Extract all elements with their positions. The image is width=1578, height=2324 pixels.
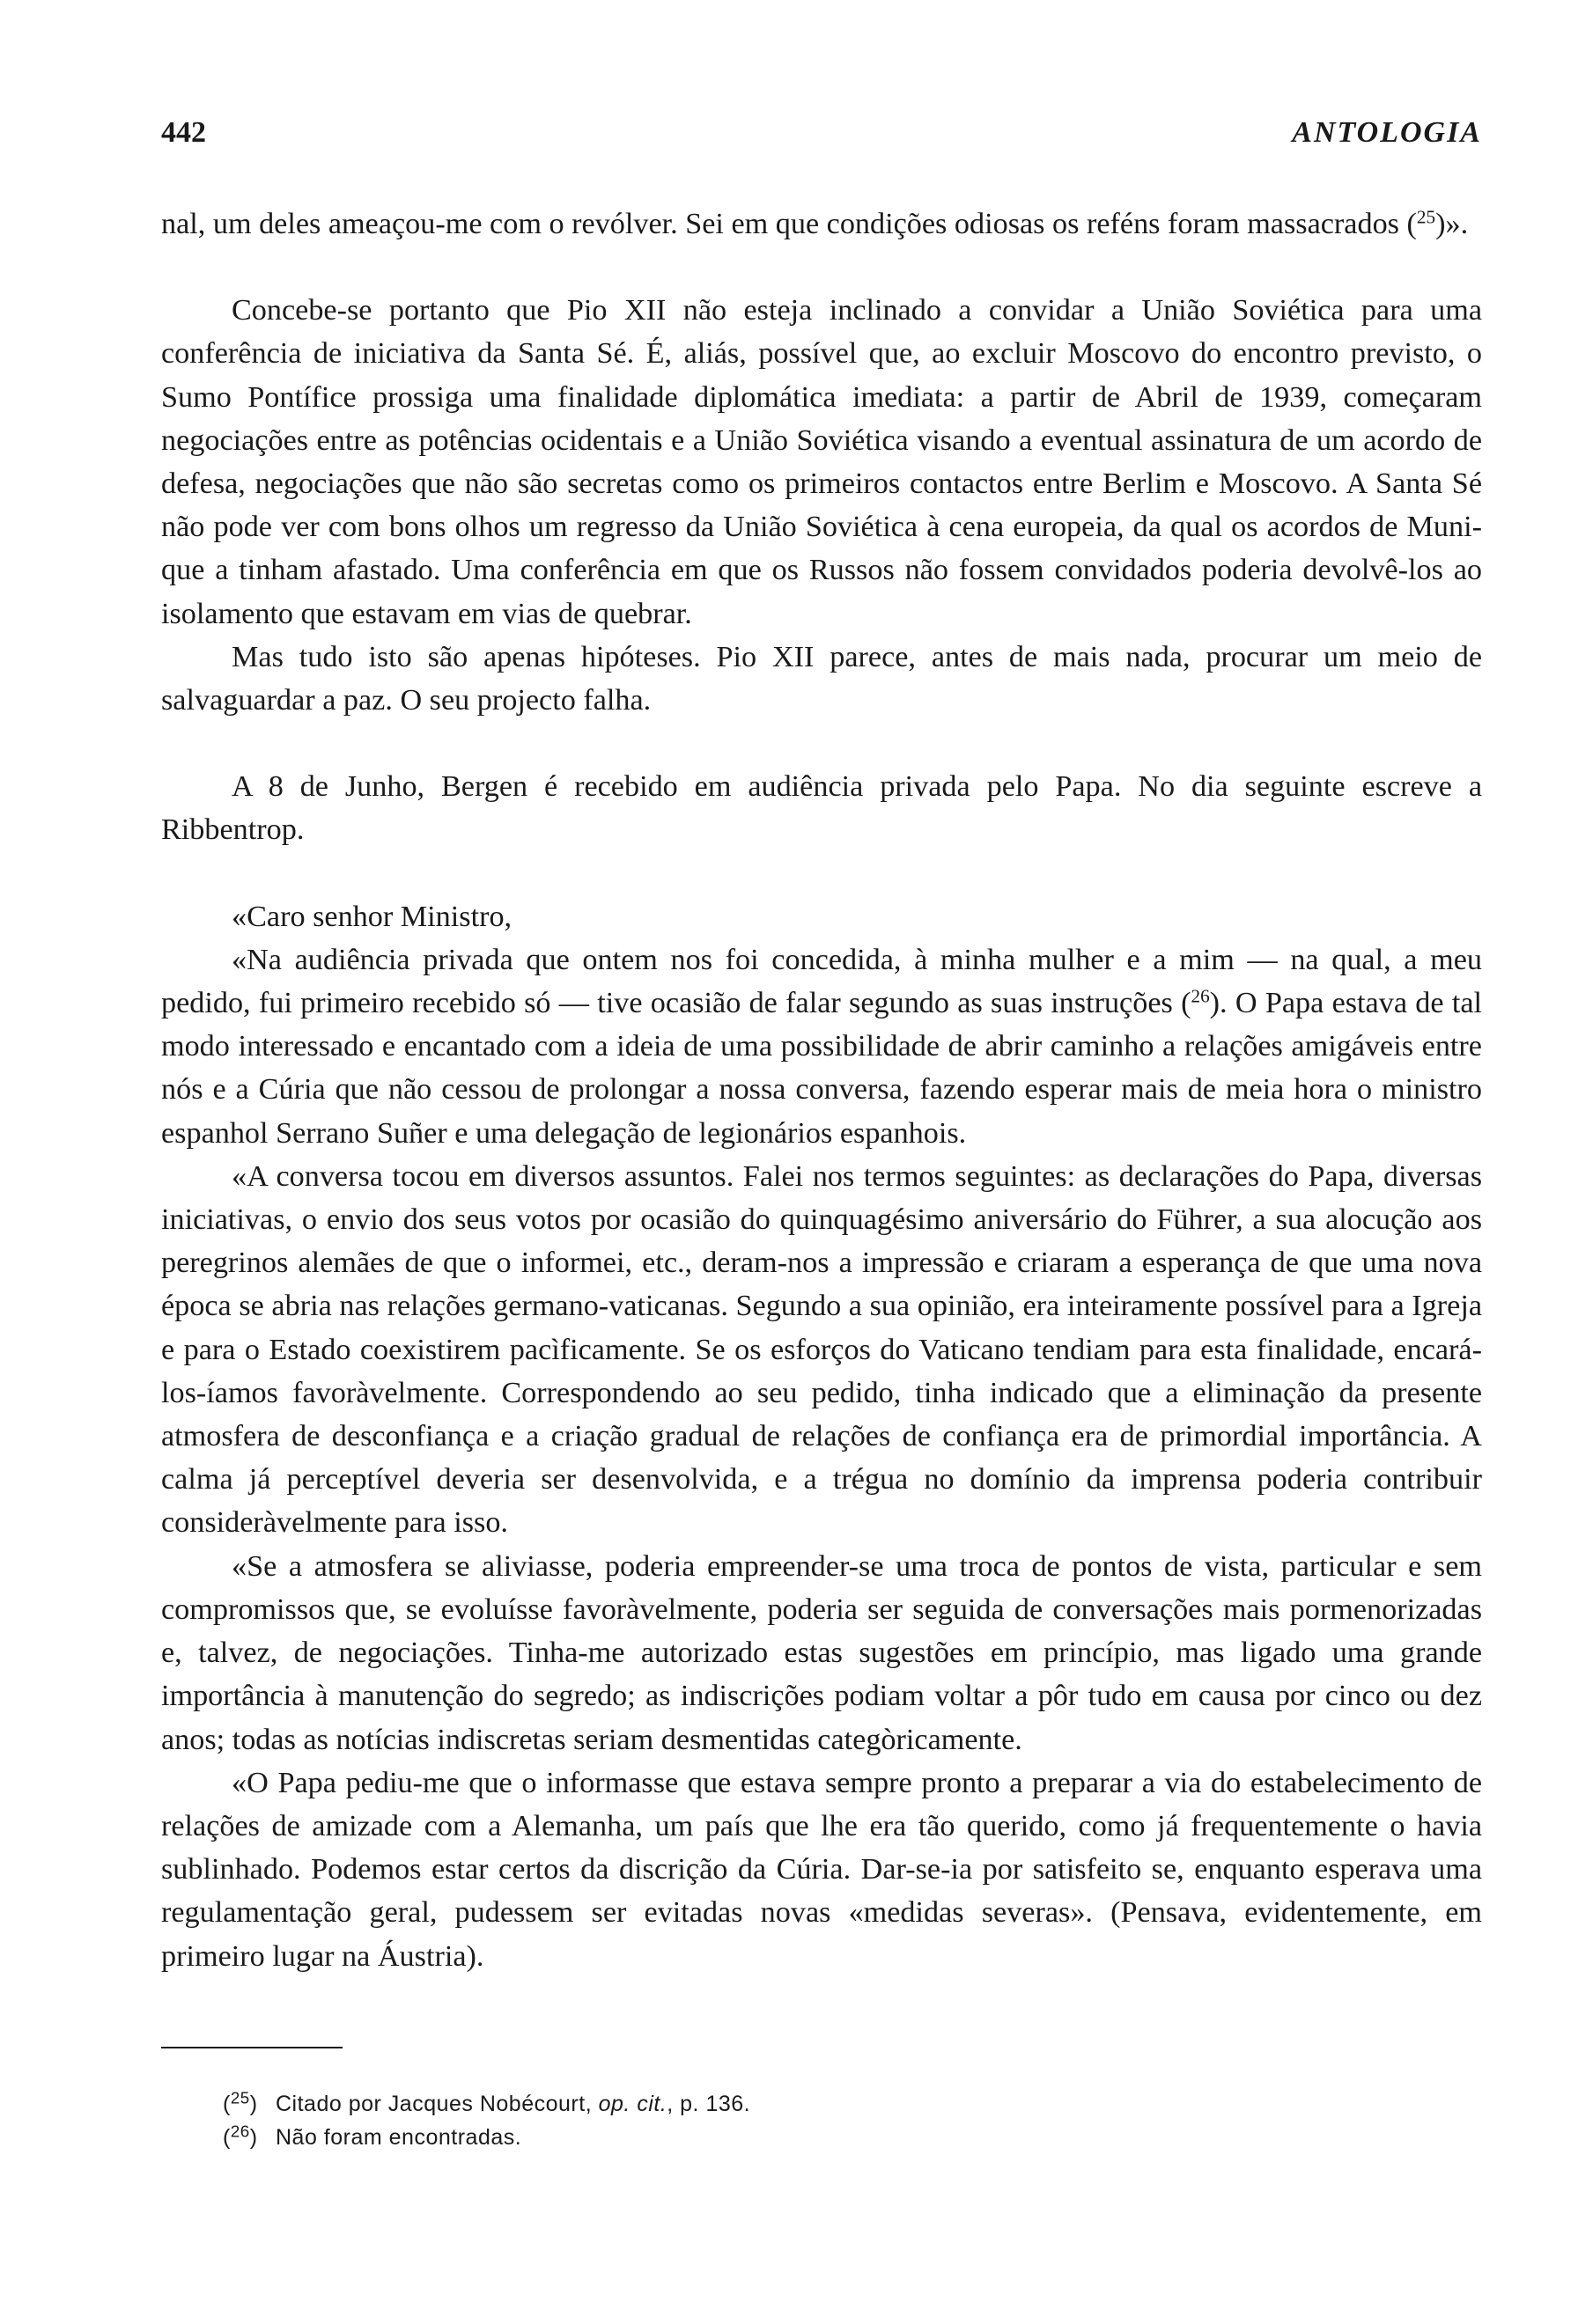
main-text [161,202,1482,1978]
footnote-25 [161,2087,1482,2121]
footnote-mark: ($^{26}$) [223,2122,258,2150]
paragraph: Concebe-se portanto que Pio XII não esteja inclinado a convidar a União Soviética para uma conferência de iniciativa da Santa Sé. É, aliás, possível que, ao excluir Moscovo do encontro previsto, o Sumo Pontífice prossiga uma finalidade diplomática imediata: a partir de Abril de 1939, começaram negociações entre as potências ocidentais e a União Soviética visando a eventual assinatura de um acordo de defesa, negociações que não são secretas como os primeiros contactos entre Berlim e Moscovo. A Santa Sé não pode ver com bons olhos um regresso da União Soviética à cena europeia, da qual os acordos de Munique a tinham afastado. Uma conferência em que os Russos não fossem convidados poderia devolvê-los ao isolamento que estavam em vias de quebrar. [161,294,1482,630]
paragraph-continuation: nal, um deles ameaçou-me com o revólver. Sei em que condições odiosas os reféns foram massacrados ($^{25}$)». [161,206,1469,240]
letter-salutation: «Caro senhor Ministro, [232,900,512,933]
letter-paragraph: «A conversa tocou em diversos assuntos. Falei nos termos seguintes: as declarações do Papa, diversas iniciativas, o envio dos seus votos por ocasião do quinquagésimo aniversário do Führer, a sua alocução aos peregrinos alemães de que o informei, etc., deram-nos a impressão e criaram a esperança de que uma nova época se abria nas relações germano-vaticanas. Segundo a sua opinião, era inteiramente possível para a Igreja e para o Estado coexistirem pacìficamente. Se os esforços do Vaticano tendiam para esta finalidade, encará-los-íamos favoràvelmente. Correspondendo ao seu pedido, tinha indicado que a eliminação da presente atmosfera de desconfiança e a criação gradual de relações de confiança era de primordial importância. A calma já perceptível deveria ser desenvolvida, e a trégua no domínio da imprensa poderia contribuir consideràvelmente para isso. [161,1159,1482,1540]
footnotes [161,2087,1482,2154]
letter-paragraph: «Se a atmosfera se aliviasse, poderia empreender-se uma troca de pontos de vista, particular e sem compromissos que, se evoluísse favoràvelmente, poderia ser seguida de conversações mais pormenorizadas e, talvez, de negociações. Tinha-me autorizado estas sugestões em princípio, mas ligado uma grande importância à manutenção do segredo; as indiscrições podiam voltar a pôr tudo em causa por cinco ou dez anos; todas as notícias indiscretas seriam desmentidas categòricamente. [161,1549,1482,1756]
footnote-26 [161,2121,1482,2154]
book-page [161,111,1482,2154]
footnote-ref-26: 26 [1191,985,1210,1007]
footnote-mark: ($^{25}$) [223,2088,258,2116]
page-number: 442 [161,116,206,149]
paragraph: A 8 de Junho, Bergen é recebido em audiência privada pelo Papa. No dia seguinte escreve a Ribbentrop. [161,770,1482,847]
running-header [161,111,1482,164]
paragraph: Mas tudo isto são apenas hipóteses. Pio XII parece, antes de mais nada, procurar um meio de salvaguardar a paz. O seu projecto falha. [161,640,1482,717]
footnote-ref-25: 25 [1416,206,1436,228]
letter-paragraph: «Na audiência privada que ontem nos foi concedida, à minha mulher e a mim — na qual, a meu pedido, fui primeiro recebido só — tive ocasião de falar segundo as suas instruções ($^{26}$). O Papa estava de tal modo interessado e encantado com a ideia de uma possibilidade de abrir caminho a relações amigáveis entre nós e a Cúria que não cessou de prolongar a nossa conversa, fazendo esperar mais de meia hora o ministro espanhol Serrano Suñer e uma delegação de legionários espanhois. [161,943,1482,1150]
book-title: ANTOLOGIA [1292,116,1482,149]
footnote-text: Citado por Jacques Nobécourt, op. cit., p. 136. [276,2091,751,2116]
footnote-divider [161,2047,343,2048]
letter-paragraph: «O Papa pediu-me que o informasse que estava sempre pronto a preparar a via do estabelecimento de relações de amizade com a Alemanha, um país que lhe era tão querido, como já frequentemente o havia sublinhado. Podemos estar certos da discrição da Cúria. Dar-se-ia por satisfeito se, enquanto esperava uma regulamentação geral, pudessem ser evitadas novas «medidas severas». (Pensava, evidentemente, em primeiro lugar na Áustria). [161,1766,1482,1973]
footnote-text: Não foram encontradas. [276,2124,522,2150]
